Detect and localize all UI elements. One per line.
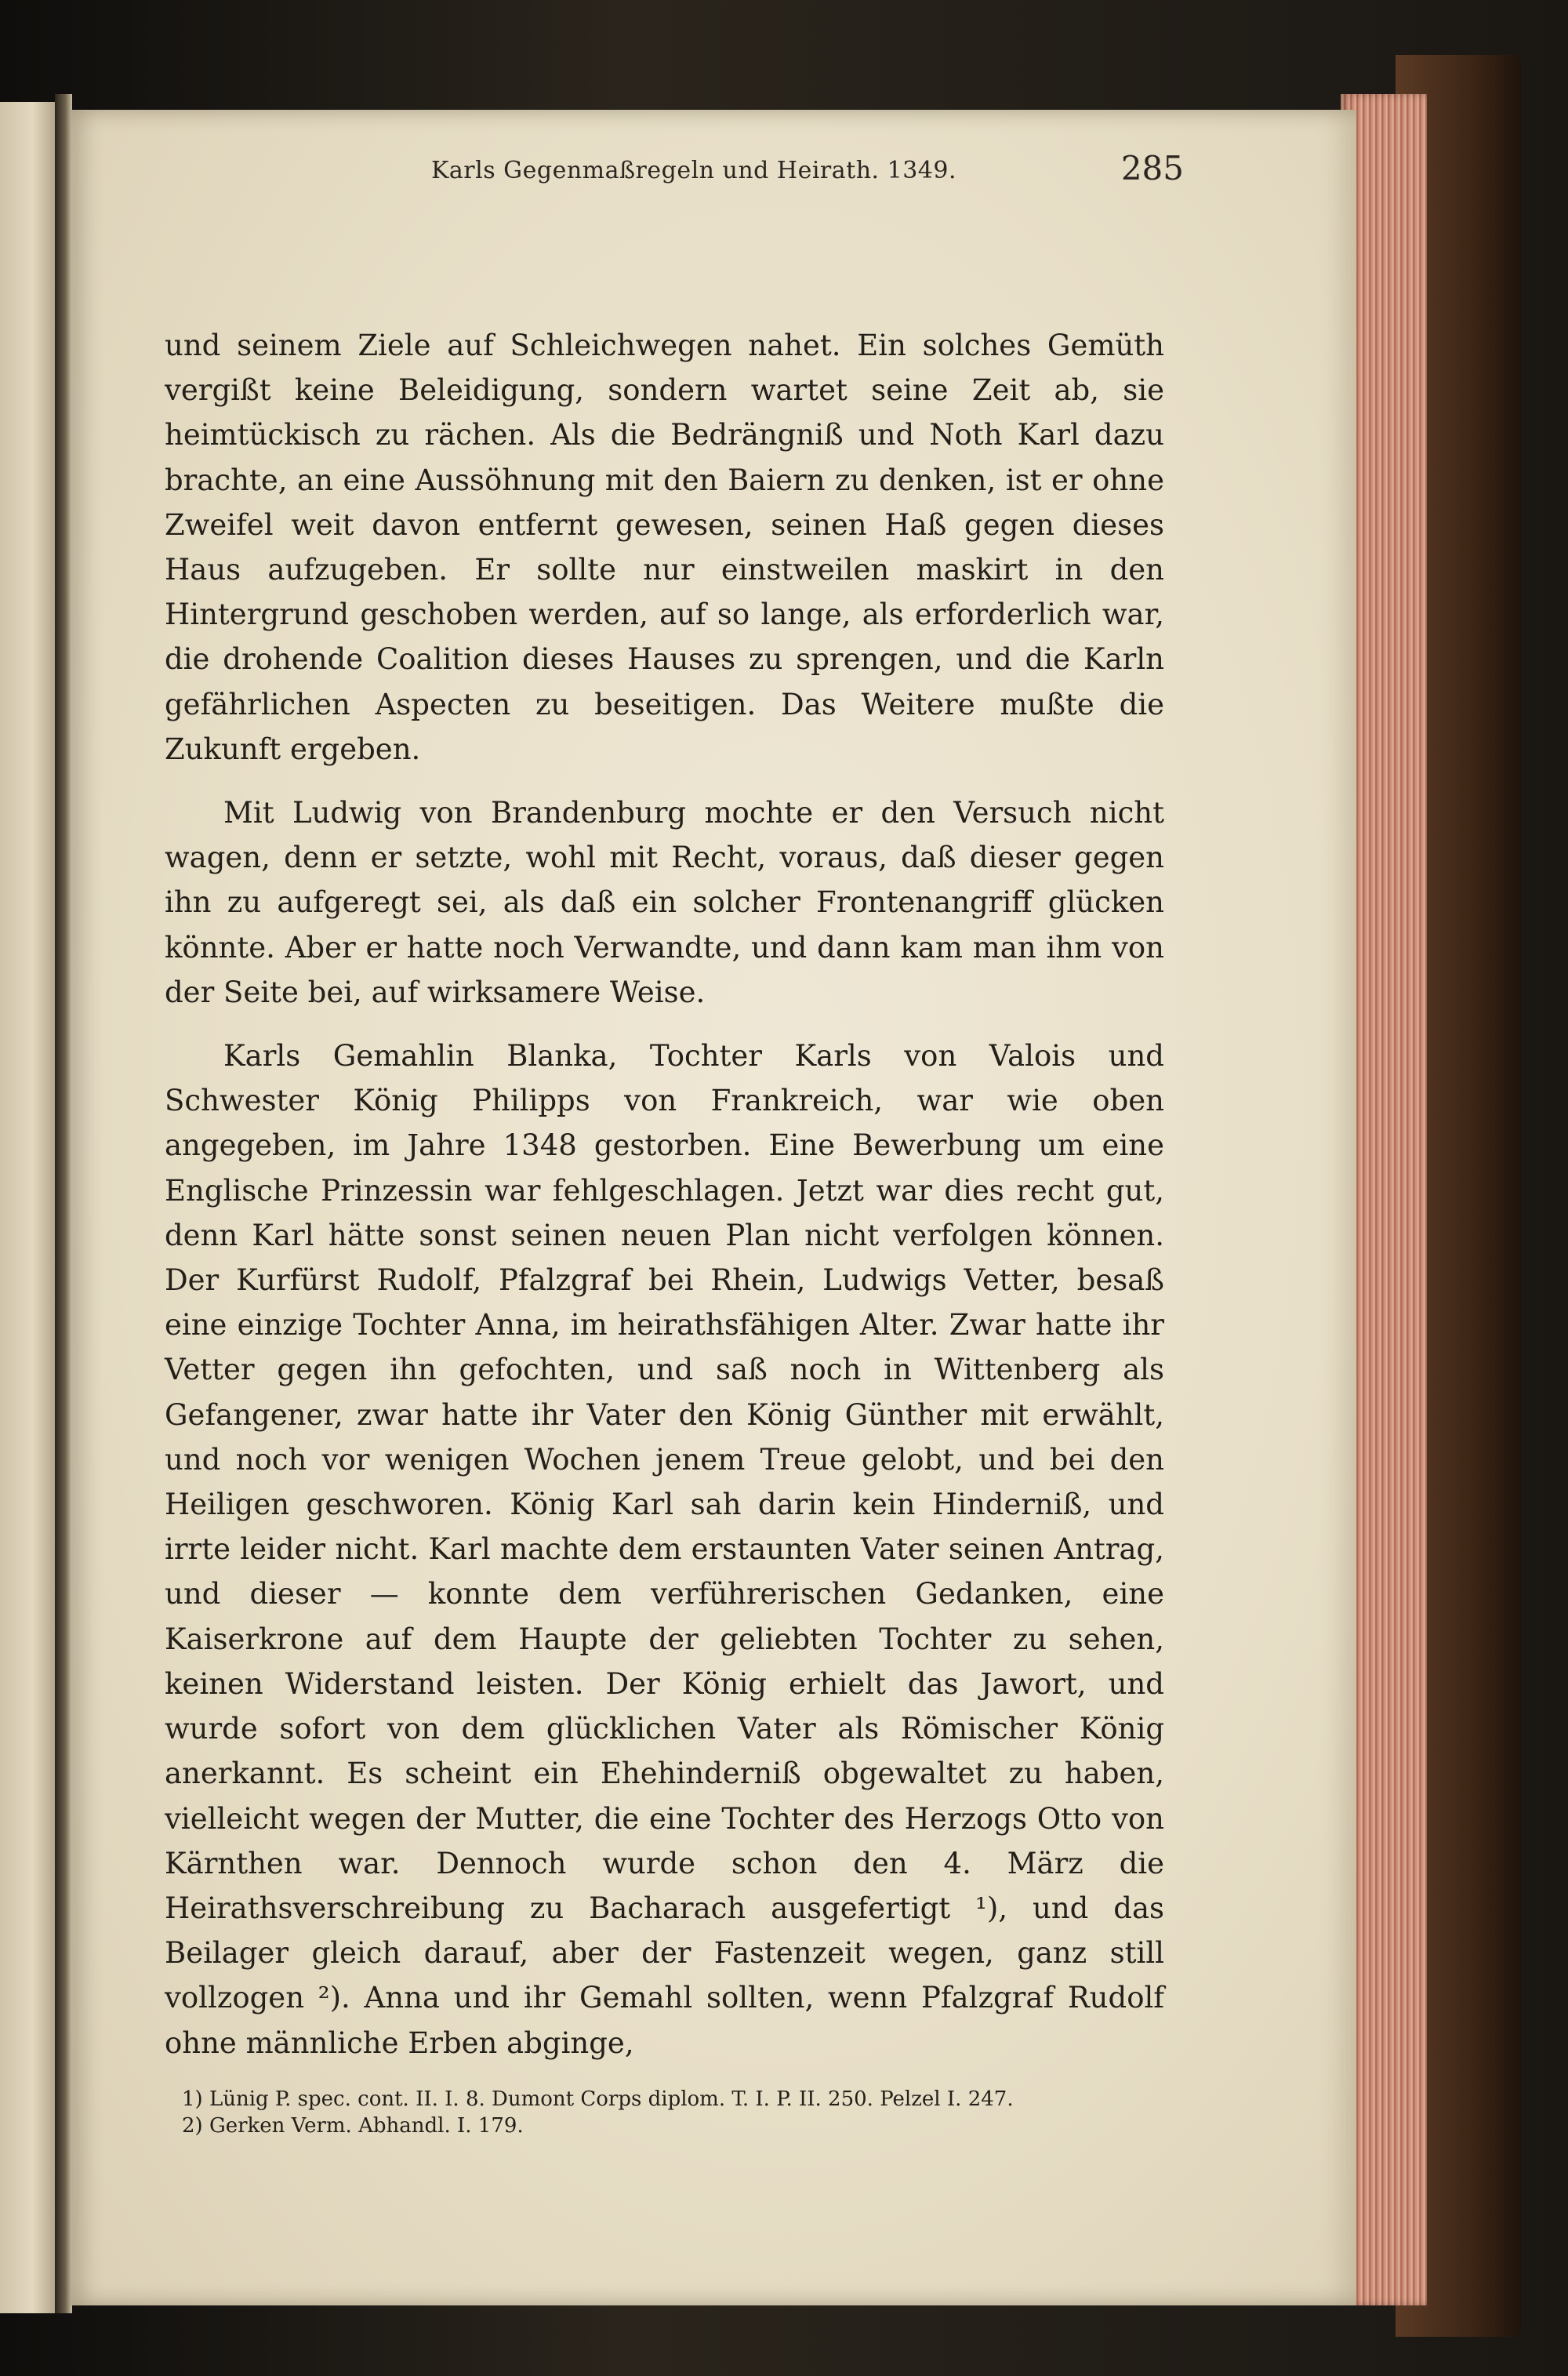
book-gutter <box>55 94 72 2313</box>
paragraph-1: und seinem Ziele auf Schleichwegen nahet. Ein solches Gemüth vergißt keine Beleidigung, sondern wartet seine Zeit ab, sie heimtückisch zu rächen. Als die Bedrängniß und Noth Karl dazu brachte, an eine Aussöhnung mit den Baiern zu denken, ist er ohne Zweifel weit davon entfernt gewesen, seinen Haß gegen dieses Haus aufzugeben. Er sollte nur einstweilen maskirt in den Hintergrund geschoben werden, auf so lange, als erforderlich war, die drohende Coalition dieses Hauses zu sprengen, und die Karln gefährlichen Aspecten zu beseitigen. Das Weitere mußte die Zukunft ergeben. <box>165 329 1164 766</box>
left-page-edge <box>0 102 55 2313</box>
page-number: 285 <box>1120 149 1184 187</box>
footnotes <box>182 2086 1162 2139</box>
paragraph-2: Mit Ludwig von Brandenburg mochte er den Versuch nicht wagen, denn er setzte, wohl mit Recht, voraus, daß dieser gegen ihn zu aufgeregt sei, als daß ein solcher Frontenangriff glücken könnte. Aber er hatte noch Verwandte, und dann kam man ihm von der Seite bei, auf wirksamere Weise. <box>165 796 1164 1009</box>
paragraph-3: Karls Gemahlin Blanka, Tochter Karls von Valois und Schwester König Philipps von Frankreich, war wie oben angegeben, im Jahre 1348 gestorben. Eine Bewerbung um eine Englische Prinzessin war fehlgeschlagen. Jetzt war dies recht gut, denn Karl hätte sonst seinen neuen Plan nicht verfolgen können. Der Kurfürst Rudolf, Pfalzgraf bei Rhein, Ludwigs Vetter, besaß eine einzige Tochter Anna, im heirathsfähigen Alter. Zwar hatte ihr Vetter gegen ihn gefochten, und saß noch in Wittenberg als Gefangener, zwar hatte ihr Vater den König Günther mit erwählt, und noch vor wenigen Wochen jenem Treue gelobt, und bei den Heiligen geschworen. König Karl sah darin kein Hinderniß, und irrte leider nicht. Karl machte dem erstaunten Vater seinen Antrag, und dieser — konnte dem verführerischen Gedanken, eine Kaiserkrone auf dem Haupte der geliebten Tochter zu sehen, keinen Widerstand leisten. Der König erhielt das Jawort, und wurde sofort von dem glücklichen Vater als Römischer König anerkannt. Es scheint ein Ehehinderniß obgewaltet zu haben, vielleicht wegen der Mutter, die eine Tochter des Herzogs Otto von Kärnthen war. Dennoch wurde schon den 4. März die Heirathsverschreibung zu Bacharach ausgefertigt ¹), und das Beilager gleich darauf, aber der Fastenzeit wegen, ganz still vollzogen ²). Anna und ihr Gemahl sollten, wenn Pfalzgraf Rudolf ohne männliche Erben abginge, <box>165 1039 1164 2060</box>
page-header <box>94 149 1184 196</box>
footnote-2: 2) Gerken Verm. Abhandl. I. 179. <box>182 2114 524 2138</box>
body-text <box>165 323 1164 2084</box>
footnote-1: 1) Lünig P. spec. cont. II. I. 8. Dumont Corps diplom. T. I. P. II. 250. Pelzel I. 247. <box>182 2087 1014 2111</box>
running-head: Karls Gegenmaßregeln und Heirath. 1349. <box>431 157 956 184</box>
